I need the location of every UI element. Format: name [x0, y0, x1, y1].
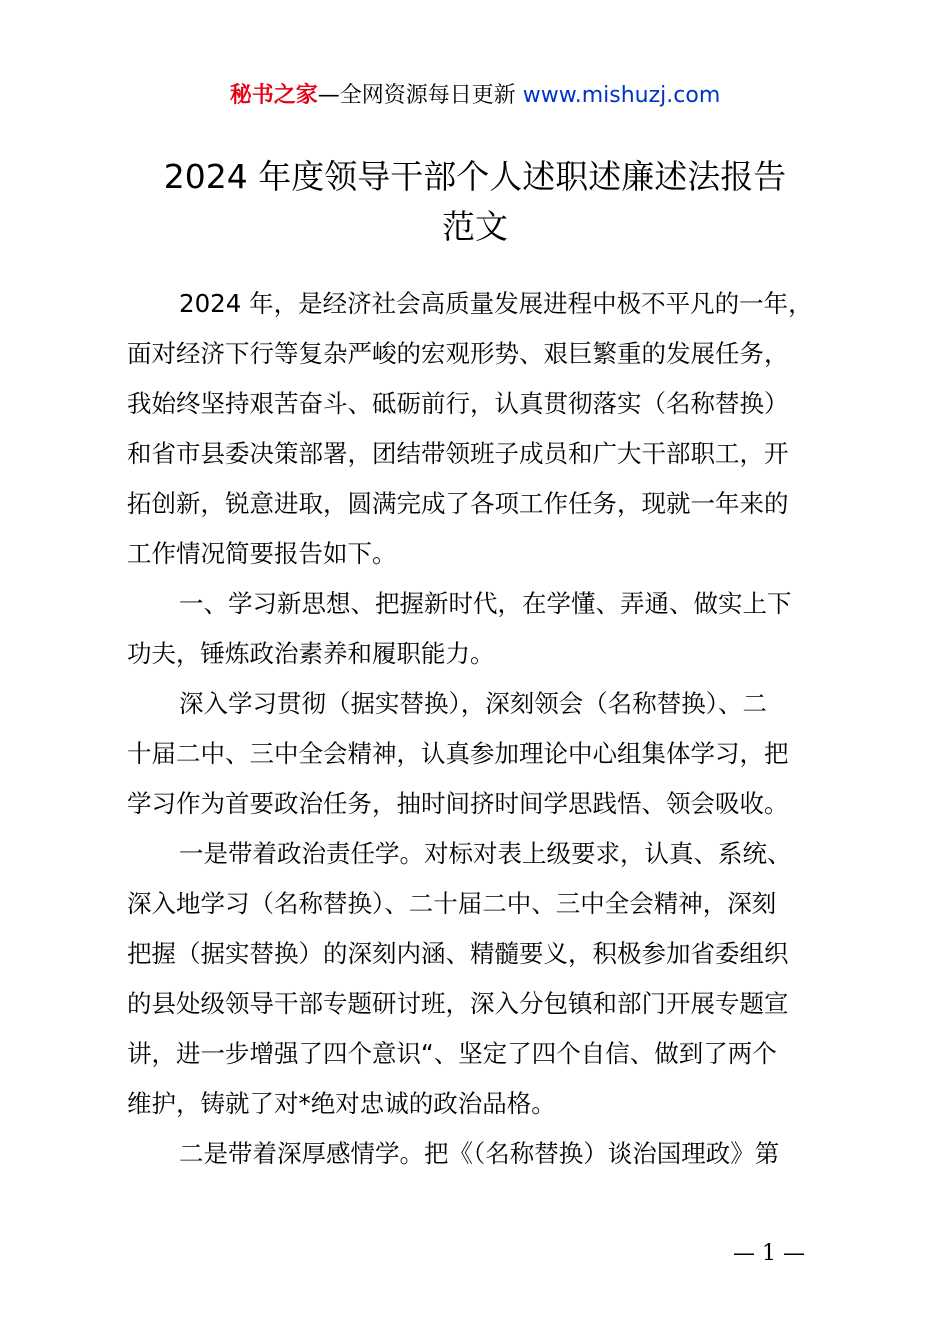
text-line: 功夫，锤炼政治素养和履职能力。	[127, 639, 495, 668]
text-line: 拓创新，锐意进取，圆满完成了各项工作任务，现就一年来的	[127, 489, 789, 518]
text-line: 讲，进一步增强了四个意识“、坚定了四个自信、做到了两个	[127, 1039, 777, 1068]
text-line: 把握（据实替换）的深刻内涵、精髓要义，积极参加省委组织	[127, 939, 789, 968]
text-line: 我始终坚持艰苦奋斗、砥砺前行，认真贯彻落实（名称替换）	[127, 389, 789, 418]
site-banner	[0, 80, 950, 112]
page-number: — 1 —	[733, 1241, 805, 1266]
text-line: 一、学习新思想、把握新时代，在学懂、弄通、做实上下	[179, 589, 792, 618]
title-line: 2024 年度领导干部个人述职述廉述法报告	[163, 157, 787, 196]
brand-name: 秘书之家	[229, 83, 318, 108]
paragraph-point-one	[127, 829, 867, 1129]
banner-tagline: —全网资源每日更新	[317, 83, 516, 108]
text-line: 工作情况简要报告如下。	[127, 539, 397, 568]
text-line: 维护，铸就了对*绝对忠诚的政治品格。	[127, 1089, 556, 1118]
text-line: 2024 年，是经济社会高质量发展进程中极不平凡的一年，	[179, 289, 813, 318]
text-line: 面对经济下行等复杂严峻的宏观形势、艰巨繁重的发展任务，	[127, 339, 789, 368]
text-line: 深入地学习（名称替换）、二十届二中、三中全会精神，深刻	[127, 889, 777, 918]
text-line: 十届二中、三中全会精神，认真参加理论中心组集体学习，把	[127, 739, 789, 768]
title-line: 范文	[442, 207, 508, 246]
text-line: 二是带着深厚感情学。把《（名称替换）谈治国理政》第	[179, 1139, 780, 1168]
paragraph-point-two	[127, 1129, 867, 1179]
paragraph-study	[127, 679, 867, 829]
document-title	[60, 152, 890, 252]
text-line: 深入学习贯彻（据实替换），深刻领会（名称替换）、二	[179, 689, 767, 718]
text-line: 学习作为首要政治任务，抽时间挤时间学思践悟、领会吸收。	[127, 789, 789, 818]
site-url[interactable]: www.mishuzj.com	[522, 83, 721, 108]
paragraph-section-heading	[127, 579, 867, 679]
paragraph-intro	[127, 279, 867, 579]
text-line: 一是带着政治责任学。对标对表上级要求，认真、系统、	[179, 839, 792, 868]
text-line: 的县处级领导干部专题研讨班，深入分包镇和部门开展专题宣	[127, 989, 789, 1018]
text-line: 和省市县委决策部署，团结带领班子成员和广大干部职工，开	[127, 439, 789, 468]
document-body	[127, 279, 867, 1179]
